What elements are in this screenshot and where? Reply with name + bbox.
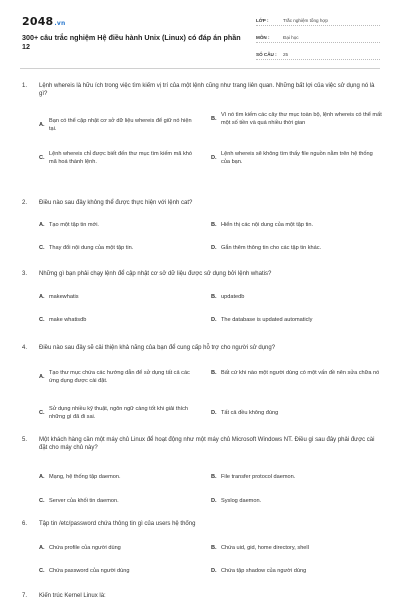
answer-option-b[interactable]	[211, 112, 383, 127]
meta-row-class	[256, 14, 380, 26]
option-text: Tất cả đều không đúng	[221, 410, 279, 416]
question-number: 1.	[22, 83, 28, 89]
question-item	[22, 82, 382, 170]
option-letter: D.	[211, 154, 217, 161]
options-grid	[39, 98, 382, 170]
option-letter: A.	[39, 373, 45, 380]
option-letter: D.	[211, 568, 217, 574]
document-meta	[256, 14, 380, 65]
option-text: Bạn có thể cập nhật cơ sở dữ liệu whereis để giữ nó hiện tại.	[49, 118, 192, 132]
question-item	[22, 199, 378, 257]
option-letter: D.	[211, 498, 217, 504]
option-text: Chứa tập shadow của người dùng	[221, 568, 307, 574]
option-text: File transfer protocol daemon.	[221, 474, 296, 480]
question-text: Một khách hàng cần một máy chủ Linux để hoạt động như một máy chủ Microsoft Windows NT. Điều gì sau đây phải được cài đặt cho máy chủ này?	[39, 437, 375, 451]
option-letter: A.	[39, 545, 45, 551]
option-letter: D.	[211, 317, 217, 323]
question-text: Điều nào sau đây không thể được thực hiện với lệnh cat?	[39, 200, 193, 206]
answer-option-b[interactable]	[211, 370, 383, 378]
option-text: Bất cứ khi nào một người dùng có một vấn đề nên sửa chữa nó	[221, 370, 380, 376]
option-text: updatedb	[221, 294, 245, 300]
answer-option-d[interactable]	[211, 410, 383, 418]
option-letter: B.	[211, 294, 217, 300]
meta-label: LỚP :	[256, 18, 269, 23]
option-letter: C.	[39, 154, 45, 161]
answer-option-c[interactable]	[39, 245, 199, 253]
meta-value: Trắc nghiệm tổng hợp	[283, 18, 328, 23]
option-letter: C.	[39, 245, 45, 251]
option-letter: A.	[39, 121, 45, 128]
question-stem	[22, 592, 378, 600]
answer-option-a[interactable]	[39, 545, 199, 553]
question-item	[22, 520, 378, 578]
option-letter: B.	[211, 545, 217, 551]
answer-option-a[interactable]	[39, 294, 199, 302]
question-text: Kiến trúc Kernel Linux là:	[39, 593, 106, 599]
question-text: Tập tin /etc/password chứa thông tin gì của users hệ thống	[39, 521, 196, 527]
question-number: 3.	[22, 271, 28, 277]
option-letter: A.	[39, 222, 45, 228]
answer-option-d[interactable]	[211, 317, 383, 325]
answer-option-c[interactable]	[39, 498, 199, 506]
meta-row-subject	[256, 31, 380, 43]
option-text: makewhatis	[49, 294, 79, 300]
answer-option-d[interactable]	[211, 245, 383, 253]
answer-option-c[interactable]	[39, 151, 199, 166]
option-text: Mạng, hệ thống tập daemon.	[49, 474, 121, 480]
answer-option-a[interactable]	[39, 474, 199, 482]
option-text: Server của khối tin daemon.	[49, 498, 119, 504]
option-text: Tạo một tập tin mới.	[49, 222, 99, 228]
question-item	[22, 436, 378, 508]
options-grid	[39, 528, 378, 578]
meta-value: Đại học	[283, 35, 299, 40]
question-text: Những gì bạn phải chạy lệnh để cập nhật cơ sở dữ liệu được sử dụng bởi lệnh whatis?	[39, 271, 272, 277]
document-header	[0, 0, 400, 64]
document-title: 300+ câu trắc nghiệm Hệ điều hành Unix (Linux) có đáp án phần 12	[22, 33, 241, 51]
answer-option-d[interactable]	[211, 498, 383, 506]
options-grid	[39, 452, 378, 508]
option-text: Gắn thêm thông tin cho các tập tin khác.	[221, 245, 322, 251]
answer-option-a[interactable]	[39, 222, 199, 230]
option-text: The database is updated automaticly	[221, 317, 313, 323]
option-text: Chứa profile của người dùng	[49, 545, 121, 551]
option-letter: C.	[39, 317, 45, 323]
option-text: Lệnh whereis chỉ được biết đến thư mục tìm kiếm mã khó mã hoá thành lệnh.	[49, 151, 192, 165]
option-text: Thay đổi nội dung của một tập tin.	[49, 245, 134, 251]
option-letter: D.	[211, 410, 217, 416]
option-text: make whatisdb	[49, 317, 87, 323]
options-grid	[39, 207, 378, 257]
logo-tld: .vn	[54, 20, 66, 27]
question-number: 2.	[22, 200, 28, 206]
option-letter: A.	[39, 294, 45, 300]
answer-option-c[interactable]	[39, 406, 199, 421]
option-text: Lệnh whereis sẽ không tìm thấy file nguồn nằm trên hệ thống của bạn.	[221, 151, 373, 165]
answer-option-d[interactable]	[211, 568, 383, 576]
question-stem	[22, 344, 378, 352]
logo-text: 2048	[22, 15, 54, 28]
option-text: Chứa uid, gid, home directory, shell	[221, 545, 309, 551]
meta-label: SỐ CÂU :	[256, 52, 277, 57]
options-grid	[39, 352, 378, 426]
question-stem	[22, 520, 378, 528]
answer-option-b[interactable]	[211, 474, 383, 482]
option-letter: B.	[211, 370, 217, 376]
question-item	[22, 344, 378, 426]
option-text: Chứa password của người dùng	[49, 568, 130, 574]
question-text: Lệnh whereis là hữu ích trong việc tìm kiếm vị trí của một lệnh cũng như trang liên quan. Những bất lợi của việc sử dụng nó là gì?	[39, 83, 375, 97]
meta-value: 25	[283, 52, 289, 57]
answer-option-d[interactable]	[211, 151, 383, 166]
site-logo[interactable]	[22, 15, 65, 28]
option-text: Vì nó tìm kiếm các cây thư mục toàn bộ, lệnh whereis có thể mất một số tiền và quá nhiều thời gian	[221, 112, 382, 126]
option-letter: C.	[39, 409, 45, 416]
answer-option-a[interactable]	[39, 370, 199, 385]
header-divider	[20, 68, 380, 69]
option-text: Hiển thị các nội dung của một tập tin.	[221, 222, 314, 228]
options-grid	[39, 278, 378, 328]
question-stem	[22, 82, 378, 98]
option-letter: A.	[39, 474, 45, 480]
option-text: Syslog daemon.	[221, 498, 262, 504]
question-item	[22, 270, 378, 328]
answer-option-c[interactable]	[39, 568, 199, 576]
question-item	[22, 592, 378, 600]
option-letter: D.	[211, 245, 217, 251]
question-number: 6.	[22, 521, 28, 527]
option-letter: B.	[211, 222, 217, 228]
question-stem	[22, 270, 378, 278]
question-stem	[22, 199, 378, 207]
option-letter: C.	[39, 568, 45, 574]
question-number: 4.	[22, 345, 28, 351]
answer-option-c[interactable]	[39, 317, 199, 325]
question-stem	[22, 436, 378, 452]
question-number: 5.	[22, 437, 28, 443]
option-letter: C.	[39, 498, 45, 504]
answer-option-a[interactable]	[39, 118, 199, 133]
answer-option-b[interactable]	[211, 294, 383, 302]
answer-option-b[interactable]	[211, 222, 383, 230]
question-text: Điều nào sau đây sẽ cải thiện khả năng của bạn để cung cấp hỗ trợ cho người sử dụng?	[39, 345, 276, 351]
option-letter: B.	[211, 474, 217, 480]
meta-label: MÔN :	[256, 35, 270, 40]
option-text: Sử dụng nhiều kỹ thuật, ngôn ngữ càng tốt khi giải thích những gì đã đi sai.	[49, 406, 189, 420]
answer-option-b[interactable]	[211, 545, 383, 553]
option-letter: B.	[211, 115, 217, 122]
question-number: 7.	[22, 593, 28, 599]
option-text: Tạo thư mục chứa các hướng dẫn để sử dụng tất cả các ứng dụng được cài đặt.	[49, 370, 190, 384]
meta-row-count	[256, 48, 380, 60]
